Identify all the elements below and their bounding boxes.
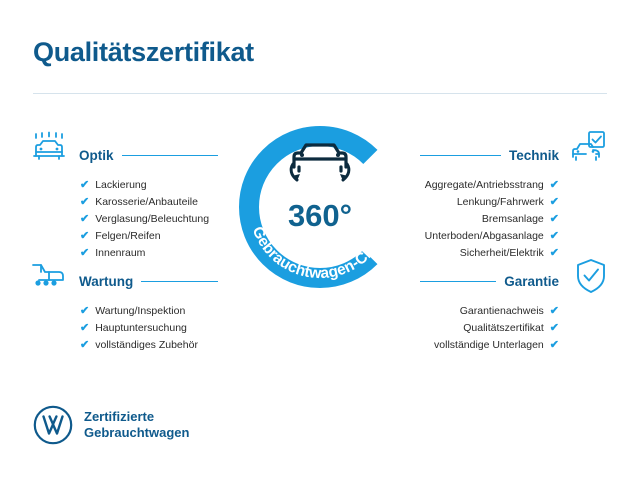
list-item-label: Karosserie/Anbauteile xyxy=(95,196,198,208)
shield-check-icon xyxy=(571,256,611,296)
list-item-label: Wartung/Inspektion xyxy=(95,305,186,317)
check-icon: ✔ xyxy=(549,195,559,208)
list-item xyxy=(339,303,559,319)
section-label-wartung: Wartung xyxy=(79,274,134,289)
check-icon: ✔ xyxy=(549,178,559,191)
car-lift-icon xyxy=(29,256,69,296)
car-wash-icon xyxy=(29,130,69,170)
footer-text xyxy=(84,409,189,441)
list-item-label: vollständige Unterlagen xyxy=(434,339,544,351)
list-item-label: Aggregate/Antriebsstrang xyxy=(424,179,544,191)
section-rule-technik xyxy=(420,155,501,157)
check-icon: ✔ xyxy=(549,304,559,317)
list-item-label: Verglasung/Beleuchtung xyxy=(95,213,210,225)
section-label-technik: Technik xyxy=(508,148,559,163)
check-icon: ✔ xyxy=(80,212,90,225)
check-icon: ✔ xyxy=(549,338,559,351)
footer-line-2: Gebrauchtwagen xyxy=(84,425,190,440)
list-item-label: Garantienachweis xyxy=(459,305,544,317)
footer-line-1: Zertifizierte xyxy=(84,409,155,424)
check-icon: ✔ xyxy=(549,246,559,259)
list-item-label: vollständiges Zubehör xyxy=(95,339,198,351)
list-item xyxy=(80,337,280,353)
svg-text:Gebrauchtwagen-Check: Gebrauchtwagen-Check xyxy=(248,224,392,283)
vw-logo xyxy=(33,405,73,445)
list-item xyxy=(339,320,559,336)
list-item xyxy=(339,337,559,353)
title-divider xyxy=(33,93,607,94)
list-item-label: Unterboden/Abgasanlage xyxy=(424,230,544,242)
list-item-label: Lenkung/Fahrwerk xyxy=(456,196,544,208)
section-label-optik: Optik xyxy=(79,148,114,163)
section-rule-garantie xyxy=(420,281,496,283)
section-heading-technik xyxy=(420,148,559,163)
badge-degrees-label: 360° xyxy=(287,198,353,233)
check-icon: ✔ xyxy=(80,178,90,191)
page-title: Qualitätszertifikat xyxy=(33,37,254,67)
check-icon: ✔ xyxy=(549,229,559,242)
check-icon: ✔ xyxy=(549,212,559,225)
list-item-label: Sicherheit/Elektrik xyxy=(459,247,544,259)
section-rule-wartung xyxy=(141,281,218,283)
list-item-label: Hauptuntersuchung xyxy=(95,322,187,334)
list-item-label: Felgen/Reifen xyxy=(95,230,161,242)
check-icon: ✔ xyxy=(80,229,90,242)
section-heading-wartung xyxy=(79,274,218,289)
list-item xyxy=(80,320,280,336)
list-item-label: Bremsanlage xyxy=(481,213,544,225)
check-icon: ✔ xyxy=(549,321,559,334)
check-icon: ✔ xyxy=(80,304,90,317)
list-item xyxy=(80,303,280,319)
list-item-label: Lackierung xyxy=(95,179,147,191)
check-icon: ✔ xyxy=(80,321,90,334)
section-label-garantie: Garantie xyxy=(504,274,559,289)
checklist-wartung xyxy=(80,303,280,354)
list-item-label: Innenraum xyxy=(95,247,146,259)
section-rule-optik xyxy=(122,155,218,157)
section-heading-optik xyxy=(79,148,218,163)
car-check-icon xyxy=(569,130,609,170)
checklist-garantie xyxy=(339,303,559,354)
check-icon: ✔ xyxy=(80,195,90,208)
check-icon: ✔ xyxy=(80,246,90,259)
section-heading-garantie xyxy=(420,274,559,289)
badge-360-gebrauchtwagen-check xyxy=(227,114,413,300)
list-item-label: Qualitätszertifikat xyxy=(463,322,544,334)
check-icon: ✔ xyxy=(80,338,90,351)
footer-brand xyxy=(33,405,189,445)
